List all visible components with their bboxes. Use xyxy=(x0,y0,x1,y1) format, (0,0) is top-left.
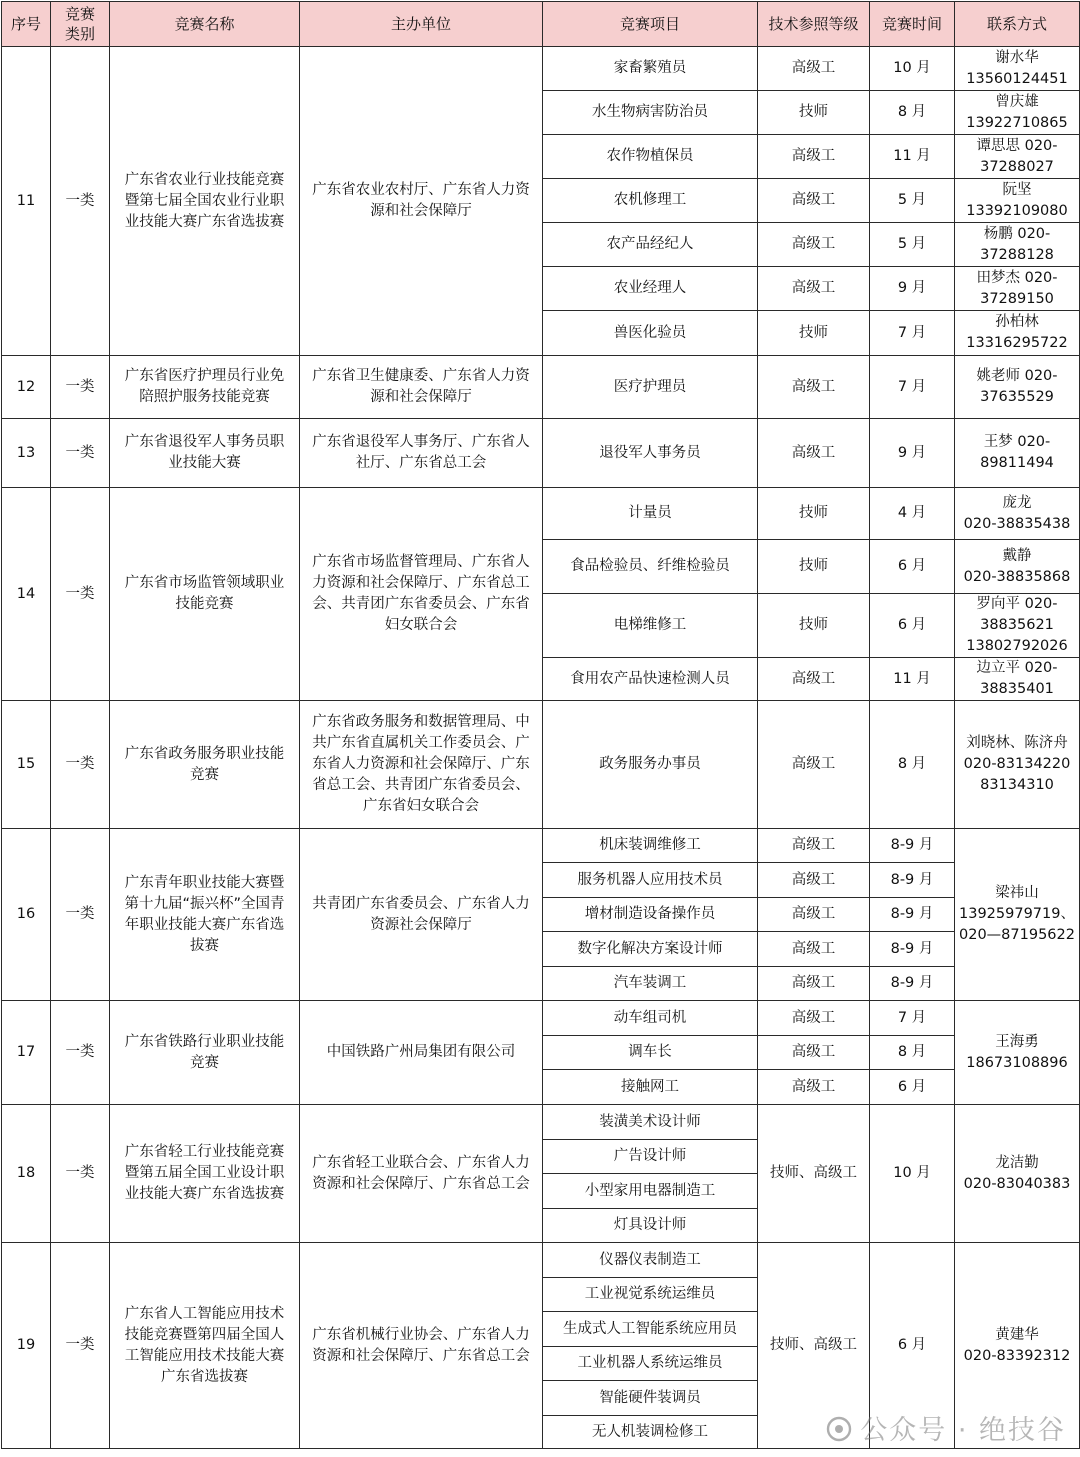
skill-level: 高级工 xyxy=(758,179,870,223)
competition-project: 家畜繁殖员 xyxy=(543,47,758,91)
skill-level: 技师、高级工 xyxy=(758,1243,870,1449)
row-number: 19 xyxy=(2,1243,51,1449)
competition-time: 5 月 xyxy=(870,223,955,267)
competition-project: 医疗护理员 xyxy=(543,356,758,419)
competition-time: 5 月 xyxy=(870,179,955,223)
competition-category: 一类 xyxy=(51,47,110,356)
competition-project: 广告设计师 xyxy=(543,1140,758,1174)
skill-level: 高级工 xyxy=(758,1001,870,1036)
contact-info: 谢水华 13560124451 xyxy=(955,47,1080,91)
competition-time: 10 月 xyxy=(870,1105,955,1243)
competition-project: 水生物病害防治员 xyxy=(543,91,758,135)
organizer: 广东省机械行业协会、广东省人力资源和社会保障厅、广东省总工会 xyxy=(300,1243,543,1449)
competition-time: 8-9 月 xyxy=(870,932,955,967)
competition-table xyxy=(1,1,1080,1449)
competition-project: 农业经理人 xyxy=(543,267,758,311)
table-body xyxy=(2,47,1080,1449)
header-row xyxy=(2,2,1080,47)
organizer: 广东省市场监督管理局、广东省人力资源和社会保障厅、广东省总工会、共青团广东省委员会、广东省妇女联合会 xyxy=(300,488,543,701)
competition-time: 6 月 xyxy=(870,1243,955,1449)
skill-level: 高级工 xyxy=(758,658,870,701)
competition-project: 服务机器人应用技术员 xyxy=(543,863,758,898)
competition-project: 农机修理工 xyxy=(543,179,758,223)
skill-level: 高级工 xyxy=(758,223,870,267)
competition-category: 一类 xyxy=(51,701,110,829)
organizer: 广东省政务服务和数据管理局、中共广东省直属机关工作委员会、广东省人力资源和社会保障厅、广东省总工会、共青团广东省委员会、广东省妇女联合会 xyxy=(300,701,543,829)
header-no: 序号 xyxy=(2,2,51,47)
competition-category: 一类 xyxy=(51,419,110,488)
competition-time: 7 月 xyxy=(870,311,955,356)
competition-project: 食品检验员、纤维检验员 xyxy=(543,540,758,594)
skill-level: 高级工 xyxy=(758,967,870,1001)
competition-category: 一类 xyxy=(51,829,110,1001)
header-name: 竞赛名称 xyxy=(110,2,300,47)
skill-level: 高级工 xyxy=(758,135,870,179)
skill-level: 高级工 xyxy=(758,1036,870,1070)
skill-level: 技师 xyxy=(758,488,870,540)
contact-info: 谭思思 020- 37288027 xyxy=(955,135,1080,179)
competition-time: 11 月 xyxy=(870,658,955,701)
contact-info: 边立平 020- 38835401 xyxy=(955,658,1080,701)
competition-time: 10 月 xyxy=(870,47,955,91)
competition-name: 广东省铁路行业职业技能竞赛 xyxy=(110,1001,300,1105)
contact-info: 田梦杰 020- 37289150 xyxy=(955,267,1080,311)
competition-project: 农产品经纪人 xyxy=(543,223,758,267)
competition-time: 8-9 月 xyxy=(870,898,955,932)
competition-time: 11 月 xyxy=(870,135,955,179)
competition-time: 4 月 xyxy=(870,488,955,540)
contact-info: 姚老师 020- 37635529 xyxy=(955,356,1080,419)
contact-info: 戴静 020-38835868 xyxy=(955,540,1080,594)
competition-time: 8 月 xyxy=(870,701,955,829)
contact-info: 刘晓林、陈济舟 020-83134220 83134310 xyxy=(955,701,1080,829)
competition-category: 一类 xyxy=(51,356,110,419)
skill-level: 高级工 xyxy=(758,1070,870,1105)
competition-name: 广东省人工智能应用技术技能竞赛暨第四届全国人工智能应用技术技能大赛广东省选拔赛 xyxy=(110,1243,300,1449)
skill-level: 高级工 xyxy=(758,898,870,932)
competition-time: 9 月 xyxy=(870,267,955,311)
contact-info: 杨鹏 020- 37288128 xyxy=(955,223,1080,267)
contact-info: 梁祎山 13925979719、 020—87195622 xyxy=(955,829,1080,1001)
header-time: 竞赛时间 xyxy=(870,2,955,47)
table-row xyxy=(2,1105,1080,1140)
skill-level: 技师 xyxy=(758,311,870,356)
competition-name: 广东省退役军人事务员职业技能大赛 xyxy=(110,419,300,488)
row-number: 13 xyxy=(2,419,51,488)
skill-level: 高级工 xyxy=(758,356,870,419)
skill-level: 技师 xyxy=(758,91,870,135)
organizer: 广东省农业农村厅、广东省人力资源和社会保障厅 xyxy=(300,47,543,356)
table-row xyxy=(2,1243,1080,1278)
competition-name: 广东省医疗护理员行业免陪照护服务技能竞赛 xyxy=(110,356,300,419)
competition-project: 政务服务办事员 xyxy=(543,701,758,829)
competition-project: 农作物植保员 xyxy=(543,135,758,179)
row-number: 11 xyxy=(2,47,51,356)
competition-project: 调车长 xyxy=(543,1036,758,1070)
contact-info: 龙洁勤 020-83040383 xyxy=(955,1105,1080,1243)
row-number: 17 xyxy=(2,1001,51,1105)
skill-level: 高级工 xyxy=(758,932,870,967)
competition-time: 6 月 xyxy=(870,1070,955,1105)
competition-time: 6 月 xyxy=(870,594,955,658)
competition-project: 工业机器人系统运维员 xyxy=(543,1347,758,1381)
competition-category: 一类 xyxy=(51,488,110,701)
row-number: 18 xyxy=(2,1105,51,1243)
header-contact: 联系方式 xyxy=(955,2,1080,47)
competition-category: 一类 xyxy=(51,1243,110,1449)
competition-project: 动车组司机 xyxy=(543,1001,758,1036)
organizer: 共青团广东省委员会、广东省人力资源社会保障厅 xyxy=(300,829,543,1001)
competition-project: 灯具设计师 xyxy=(543,1209,758,1243)
row-number: 12 xyxy=(2,356,51,419)
contact-info: 黄建华 020-83392312 xyxy=(955,1243,1080,1449)
competition-project: 数字化解决方案设计师 xyxy=(543,932,758,967)
row-number: 14 xyxy=(2,488,51,701)
skill-level: 高级工 xyxy=(758,267,870,311)
organizer: 广东省轻工业联合会、广东省人力资源和社会保障厅、广东省总工会 xyxy=(300,1105,543,1243)
skill-level: 技师 xyxy=(758,594,870,658)
wechat-official-account-icon xyxy=(826,1416,852,1442)
table-row xyxy=(2,419,1080,488)
competition-project: 仪器仪表制造工 xyxy=(543,1243,758,1278)
table-row xyxy=(2,47,1080,91)
contact-info: 庞龙 020-38835438 xyxy=(955,488,1080,540)
competition-project: 计量员 xyxy=(543,488,758,540)
skill-level: 技师、高级工 xyxy=(758,1105,870,1243)
watermark xyxy=(826,1408,1066,1447)
skill-level: 高级工 xyxy=(758,419,870,488)
competition-category: 一类 xyxy=(51,1001,110,1105)
header-project: 竞赛项目 xyxy=(543,2,758,47)
competition-name: 广东省市场监管领域职业技能竞赛 xyxy=(110,488,300,701)
competition-time: 8 月 xyxy=(870,1036,955,1070)
competition-time: 7 月 xyxy=(870,356,955,419)
contact-info: 孙柏林 13316295722 xyxy=(955,311,1080,356)
header-category: 竞赛 类别 xyxy=(51,2,110,47)
skill-level: 高级工 xyxy=(758,863,870,898)
table-row xyxy=(2,488,1080,540)
competition-project: 接触网工 xyxy=(543,1070,758,1105)
table-row xyxy=(2,701,1080,829)
competition-project: 电梯维修工 xyxy=(543,594,758,658)
competition-time: 8 月 xyxy=(870,91,955,135)
skill-level: 技师 xyxy=(758,540,870,594)
competition-time: 9 月 xyxy=(870,419,955,488)
contact-info: 曾庆雄 13922710865 xyxy=(955,91,1080,135)
contact-info: 王海勇 18673108896 xyxy=(955,1001,1080,1105)
watermark-text: 公众号 · 绝技谷 xyxy=(860,1415,1066,1446)
competition-project: 生成式人工智能系统应用员 xyxy=(543,1312,758,1347)
competition-project: 退役军人事务员 xyxy=(543,419,758,488)
row-number: 16 xyxy=(2,829,51,1001)
competition-project: 无人机装调检修工 xyxy=(543,1416,758,1449)
header-level: 技术参照等级 xyxy=(758,2,870,47)
skill-level: 高级工 xyxy=(758,829,870,863)
competition-time: 8-9 月 xyxy=(870,967,955,1001)
row-number: 15 xyxy=(2,701,51,829)
competition-project: 食用农产品快速检测人员 xyxy=(543,658,758,701)
organizer: 广东省退役军人事务厅、广东省人社厅、广东省总工会 xyxy=(300,419,543,488)
competition-project: 兽医化验员 xyxy=(543,311,758,356)
skill-level: 高级工 xyxy=(758,47,870,91)
competition-time: 8-9 月 xyxy=(870,863,955,898)
competition-time: 8-9 月 xyxy=(870,829,955,863)
contact-info: 阮坚 13392109080 xyxy=(955,179,1080,223)
contact-info: 罗向平 020- 38835621 13802792026 xyxy=(955,594,1080,658)
competition-project: 装潢美术设计师 xyxy=(543,1105,758,1140)
table-row xyxy=(2,1001,1080,1036)
competition-project: 工业视觉系统运维员 xyxy=(543,1278,758,1312)
competition-project: 小型家用电器制造工 xyxy=(543,1174,758,1209)
competition-project: 智能硬件装调员 xyxy=(543,1381,758,1416)
competition-time: 7 月 xyxy=(870,1001,955,1036)
organizer: 广东省卫生健康委、广东省人力资源和社会保障厅 xyxy=(300,356,543,419)
competition-project: 机床装调维修工 xyxy=(543,829,758,863)
competition-name: 广东青年职业技能大赛暨第十九届“振兴杯”全国青年职业技能大赛广东省选拔赛 xyxy=(110,829,300,1001)
organizer: 中国铁路广州局集团有限公司 xyxy=(300,1001,543,1105)
competition-name: 广东省轻工行业技能竞赛暨第五届全国工业设计职业技能大赛广东省选拔赛 xyxy=(110,1105,300,1243)
competition-name: 广东省政务服务职业技能竞赛 xyxy=(110,701,300,829)
contact-info: 王梦 020- 89811494 xyxy=(955,419,1080,488)
competition-category: 一类 xyxy=(51,1105,110,1243)
table-row xyxy=(2,829,1080,863)
competition-project: 汽车装调工 xyxy=(543,967,758,1001)
table-row xyxy=(2,356,1080,419)
competition-name: 广东省农业行业技能竞赛暨第七届全国农业行业职业技能大赛广东省选拔赛 xyxy=(110,47,300,356)
competition-project: 增材制造设备操作员 xyxy=(543,898,758,932)
skill-level: 高级工 xyxy=(758,701,870,829)
competition-time: 6 月 xyxy=(870,540,955,594)
header-organizer: 主办单位 xyxy=(300,2,543,47)
